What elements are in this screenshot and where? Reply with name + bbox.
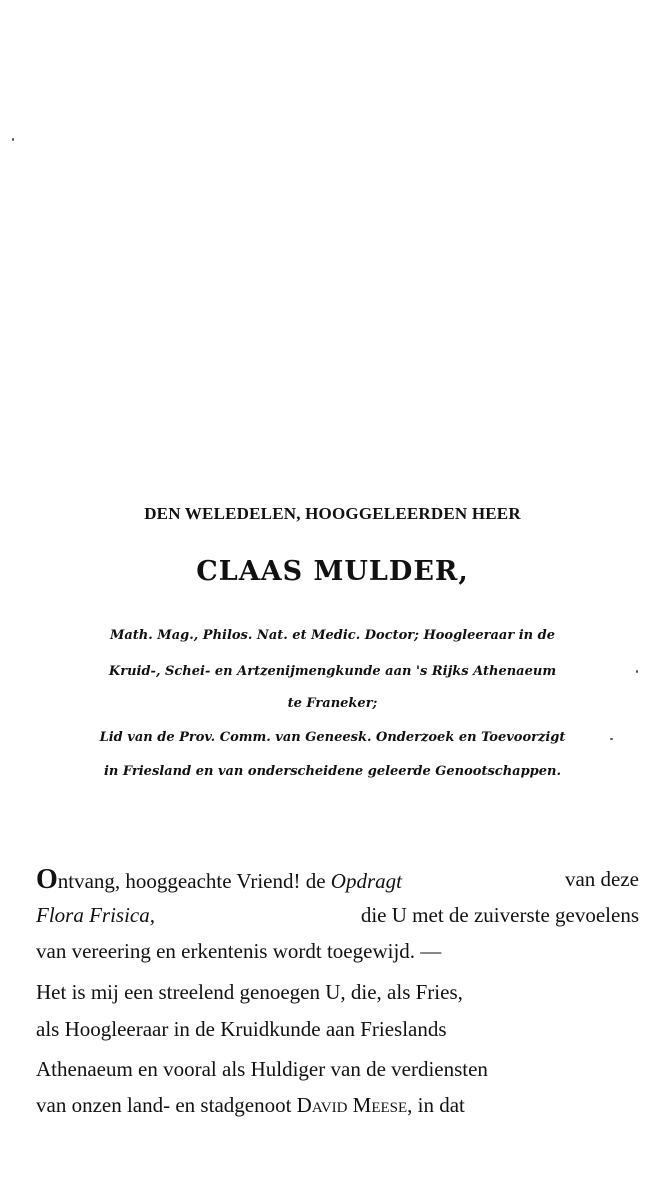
dedicatee-title-line-4: Lid van de Prov. Comm. van Geneesk. Onderzoek en Toevoorzigt: [99, 730, 566, 745]
dedicatee-title-line-5: in Friesland en van onderscheidene geleerde Genootschappen.: [103, 764, 562, 779]
body-line-1-end: van deze: [564, 867, 639, 891]
dedicatee-title-line-2: Kruid-, Schei- en Artzenijmengkunde aan 's Rijks Athenaeum: [108, 664, 557, 679]
body-line-7-end: , in dat: [407, 1093, 465, 1117]
body-line-6-text: Athenaeum en vooral als Huldiger van de verdiensten: [36, 1057, 488, 1081]
body-line-2-text: die U met de zuiverste gevoelens: [360, 903, 639, 927]
body-line-5-text: als Hoogleeraar in de Kruidkunde aan Frieslands: [36, 1017, 447, 1041]
paper-speck: [12, 138, 14, 141]
body-line-6: [36, 1052, 639, 1087]
body-line-7-text: [36, 1088, 465, 1123]
body-line-1: [36, 862, 639, 899]
body-line-7-start: van onzen land- en stadgenoot: [36, 1093, 292, 1117]
body-line-5: [36, 1012, 639, 1047]
person-name-david-meese: David Meese: [296, 1093, 408, 1117]
dedication-heading: DEN WELEDELEN, HOOGGELEERDEN HEER: [144, 504, 521, 523]
body-line-4: [36, 975, 639, 1010]
body-line-1-italic: Opdragt: [330, 869, 402, 893]
body-line-1-start: [36, 862, 402, 899]
body-line-7: [36, 1088, 639, 1123]
body-line-1-text: ntvang, hooggeachte Vriend! de: [57, 869, 326, 893]
dedicatee-title-line-1: Math. Mag., Philos. Nat. et Medic. Doctor; Hoogleeraar in de: [109, 628, 556, 643]
body-line-3: [36, 934, 639, 969]
body-line-4-text: Het is mij een streelend genoegen U, die, als Fries,: [36, 980, 463, 1004]
body-line-3-text: van vereering en erkentenis wordt toegewijd. —: [36, 939, 442, 963]
body-line-2-italic: Flora Frisica,: [36, 903, 155, 927]
drop-cap: O: [36, 864, 58, 895]
dedicatee-title-line-3: te Franeker;: [287, 696, 378, 711]
dedicatee-name: CLAAS MULDER,: [196, 556, 469, 587]
body-line-2: [36, 898, 639, 933]
